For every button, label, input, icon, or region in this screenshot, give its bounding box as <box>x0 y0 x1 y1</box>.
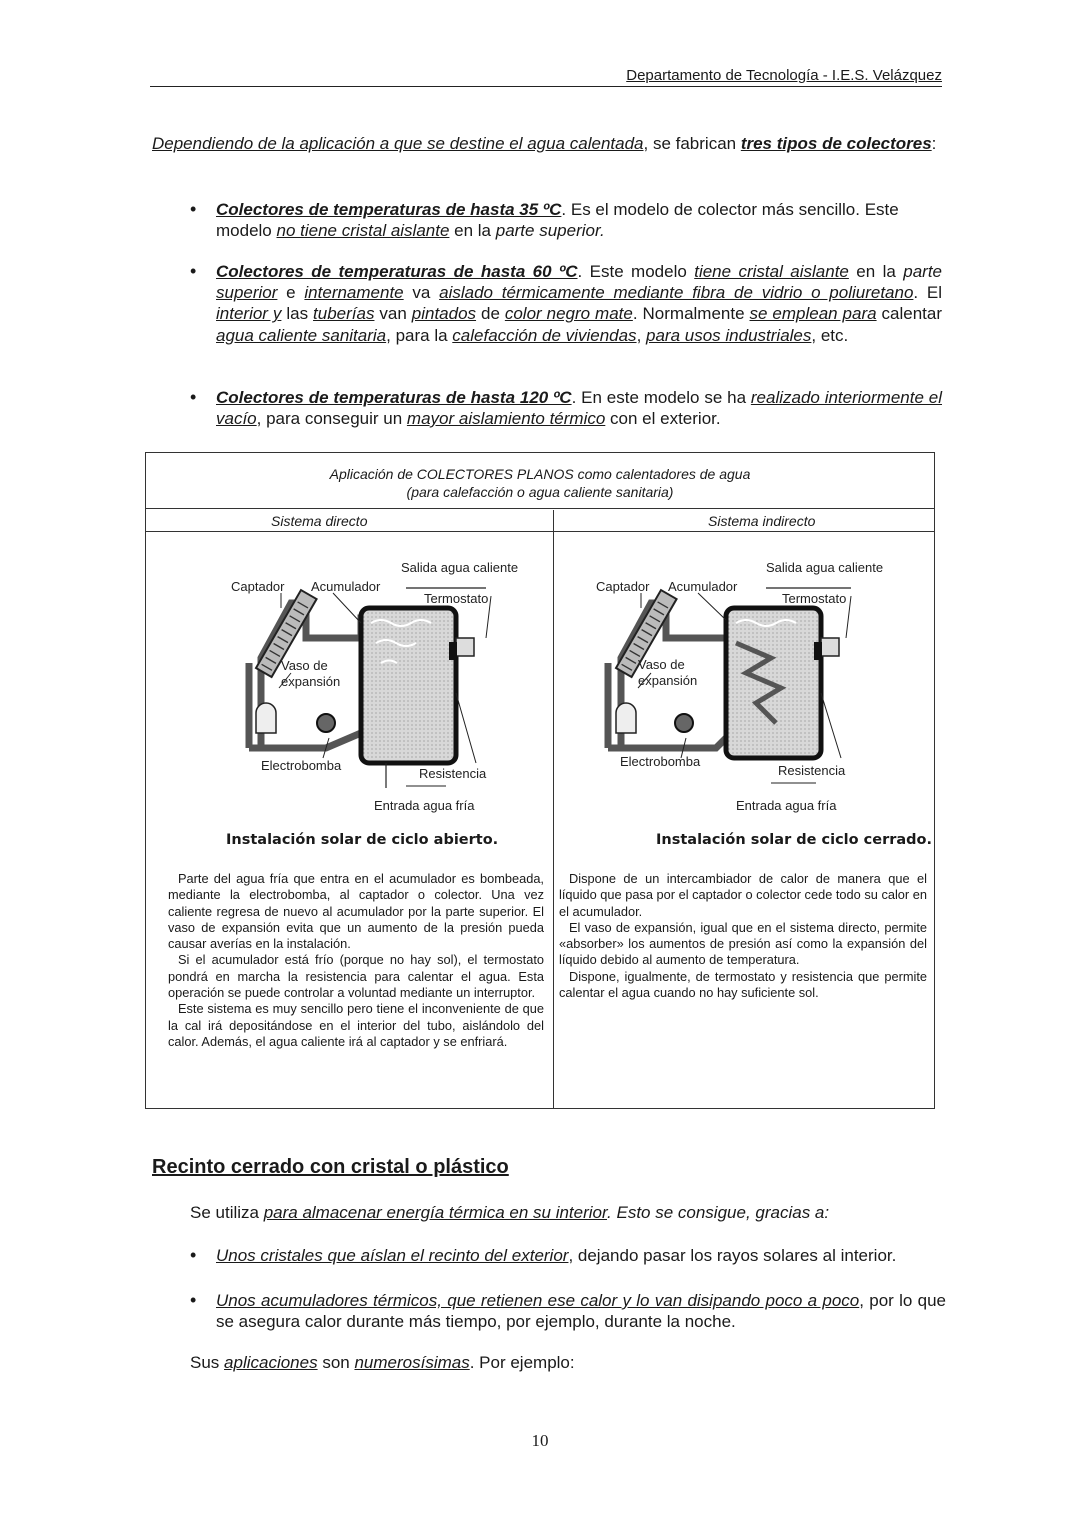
label-collector: Captador <box>596 579 650 594</box>
bullet-2-text: interior y <box>216 304 282 324</box>
bullet-dot: • <box>190 1245 197 1265</box>
left-desc-paragraph: Este sistema es muy sencillo pero tiene el inconveniente de que la cal irá depositándose en el interior del tubo, aislándolo del calor. Además, el agua caliente irá al captador y se enfriará. <box>168 1001 544 1049</box>
lead-text: Se utiliza <box>190 1203 264 1222</box>
bullet-2-text: color negro mate <box>504 304 633 324</box>
section-heading: Recinto cerrado con cristal o plástico <box>152 1156 509 1178</box>
bullet-2-text: para usos industriales <box>646 325 812 345</box>
column-divider <box>553 510 554 1108</box>
label-expansion-vessel-1: Vaso de <box>638 657 685 672</box>
bullet-dot: • <box>190 199 197 219</box>
bullet-2-text: , etc. <box>811 325 849 345</box>
label-expansion-vessel-2: expansión <box>638 673 698 688</box>
divider <box>146 531 934 532</box>
bullet-2-text: de <box>476 304 505 324</box>
label-expansion-vessel-1: Vaso de <box>281 658 328 673</box>
label-pump: Electrobomba <box>261 758 342 773</box>
label-pump: Electrobomba <box>620 754 701 769</box>
bullet-2-text: agua caliente sanitaria <box>216 325 387 345</box>
electric-pump <box>317 714 335 732</box>
header-text: Departamento de Tecnología - I.E.S. Velázquez <box>626 67 942 84</box>
bullet-2-title: Colectores de temperaturas de hasta 60 ºC <box>216 262 578 281</box>
label-resistance: Resistencia <box>419 766 487 781</box>
bullet-1-text: no tiene cristal aislante <box>276 221 450 240</box>
label-thermostat: Termostato <box>782 591 847 606</box>
left-desc-paragraph: Si el acumulador está frío (porque no hay sol), el termostato pondrá en marcha la resistencia para calentar el agua. Esta operación se puede controlar a voluntad mediante un interruptor. <box>168 952 544 1001</box>
bullet-dot: • <box>190 1290 197 1310</box>
bullet-2-text: parte <box>903 262 942 281</box>
apps-text: . Por ejemplo: <box>469 1353 575 1372</box>
electric-pump <box>675 714 693 732</box>
thermostat-box <box>456 638 474 656</box>
intro-text-1: Dependiendo de la aplicación a que se destine el agua calentada <box>152 134 644 153</box>
lead-text: . Esto se consigue, gracias a: <box>607 1203 830 1222</box>
bullet-2-text: . El <box>913 283 943 303</box>
bullet-3-title: Colectores de temperaturas de hasta 120 ºC <box>216 388 572 407</box>
right-description <box>559 871 927 1001</box>
figure-title <box>146 465 934 501</box>
figure-title-line-1: Aplicación de COLECTORES PLANOS como calentadores de agua <box>329 466 751 482</box>
intro-text-4: : <box>931 134 937 153</box>
intro-text-2: , se fabrican <box>643 134 741 153</box>
page-number: 10 <box>531 1431 549 1450</box>
bullet-3-text: realizado interiormente el vacío <box>216 388 942 428</box>
apps-text: son <box>317 1353 355 1372</box>
bullet-item-1 <box>216 199 942 241</box>
bullet-2-text: superior <box>216 283 278 303</box>
accumulator-tank <box>361 608 456 763</box>
indirect-system-diagram <box>596 548 896 818</box>
label-collector: Captador <box>231 579 285 594</box>
bullet-2-text: va <box>403 283 440 303</box>
item-2-text: Unos acumuladores térmicos, que retienen ese calor y lo van disipando poco a poco <box>216 1291 860 1310</box>
apps-text: numerosísimas <box>354 1353 470 1372</box>
right-desc-paragraph: Dispone de un intercambiador de calor de manera que el líquido que pasa por el captador o colector cede todo su calor en el acumulador. <box>559 871 927 919</box>
lead-text: para almacenar energía térmica en su interior <box>263 1203 608 1222</box>
item-1-text: Unos cristales que aíslan el recinto del exterior <box>216 1246 569 1265</box>
divider <box>146 508 934 509</box>
label-cold-water-in: Entrada agua fría <box>736 798 837 813</box>
label-hot-water-out: Salida agua caliente <box>766 560 884 575</box>
label-thermostat: Termostato <box>424 591 489 606</box>
bullet-2-text: internamente <box>304 283 404 303</box>
apps-text: Sus <box>190 1353 225 1372</box>
bullet-3-text: , para conseguir un <box>256 409 407 428</box>
apps-text: aplicaciones <box>224 1353 318 1372</box>
solar-collector-figure <box>145 452 935 1109</box>
label-hot-water-out: Salida agua caliente <box>401 560 519 575</box>
intro-text-3: tres tipos de colectores <box>740 134 932 153</box>
section-item-2 <box>216 1290 946 1332</box>
bullet-3-text: . En este modelo se ha <box>571 388 751 407</box>
left-column-heading: Sistema directo <box>271 513 368 529</box>
bullet-2-text: calefacción de viviendas <box>452 325 637 345</box>
left-desc-paragraph: Parte del agua fría que entra en el acumulador es bombeada, mediante la electrobomba, al captador o colector. Una vez caliente regresa de nuevo al acumulador por la parte superior. El vaso de expansión evita que un aumento de la presión pueda causar averías en la instalación. <box>168 871 544 952</box>
bullet-2-text: se emplean para <box>749 304 877 324</box>
page-header <box>150 66 942 87</box>
bullet-1-text: . Es el modelo de colector más sencillo. Este modelo <box>216 200 899 240</box>
right-desc-paragraph: El vaso de expansión, igual que en el sistema directo, permite «absorber» los aumentos de presión así como la expansión del líquido debido al aumento de temperatura. <box>559 919 927 968</box>
bullet-1-text: en la <box>449 221 496 240</box>
bullet-2-text: , <box>636 325 647 345</box>
bullet-2-text: aislado térmicamente mediante fibra de vidrio o poliuretano <box>439 283 914 303</box>
bullet-2-text: . Normalmente <box>632 304 750 324</box>
right-column-heading: Sistema indirecto <box>708 513 816 529</box>
expansion-vessel <box>616 703 636 733</box>
bullet-item-2 <box>216 261 942 346</box>
left-description <box>168 871 544 1050</box>
thermostat-box <box>821 638 839 656</box>
expansion-vessel <box>256 703 276 733</box>
bullet-2-text: en la <box>848 262 904 281</box>
bullet-2-text: e <box>277 283 305 303</box>
bullet-2-text: tiene cristal aislante <box>694 262 849 281</box>
bullet-dot: • <box>190 387 197 407</box>
direct-system-diagram <box>231 548 531 818</box>
applications-line <box>190 1352 942 1373</box>
bullet-2-text: las <box>281 304 314 324</box>
bullet-1-text: parte superior. <box>495 221 605 240</box>
label-accumulator: Acumulador <box>311 579 381 594</box>
bullet-item-3 <box>216 387 942 429</box>
bullet-2-text: , para la <box>386 325 453 345</box>
bullet-2-text: pintados <box>411 304 477 324</box>
bullet-1-title: Colectores de temperaturas de hasta 35 ºC <box>216 200 562 219</box>
bullet-2-text: calentar <box>876 304 942 324</box>
bullet-3-text: con el exterior. <box>605 409 721 428</box>
label-resistance: Resistencia <box>778 763 846 778</box>
bullet-2-text: . Este modelo <box>577 262 695 281</box>
item-2-text: , por lo que se asegura calor durante más tiempo, por ejemplo, durante la noche. <box>216 1291 947 1331</box>
left-caption: Instalación solar de ciclo abierto. <box>226 832 499 848</box>
item-1-text: , dejando pasar los rayos solares al interior. <box>568 1246 897 1265</box>
intro-paragraph <box>152 133 942 154</box>
right-desc-paragraph: Dispone, igualmente, de termostato y resistencia que permite calentar el agua cuando no hay suficiente sol. <box>559 968 927 1001</box>
bullet-2-text: tuberías <box>313 304 375 324</box>
bullet-3-text: mayor aislamiento térmico <box>406 409 606 428</box>
label-cold-water-in: Entrada agua fría <box>374 798 475 813</box>
right-caption: Instalación solar de ciclo cerrado. <box>656 832 933 848</box>
label-expansion-vessel-2: expansión <box>281 674 341 689</box>
label-accumulator: Acumulador <box>668 579 738 594</box>
bullet-dot: • <box>190 261 197 281</box>
section-item-1 <box>216 1245 942 1266</box>
bullet-2-text: van <box>374 304 412 324</box>
section-lead <box>190 1202 942 1223</box>
figure-title-line-2: (para calefacción o agua caliente sanitaria) <box>406 484 674 500</box>
